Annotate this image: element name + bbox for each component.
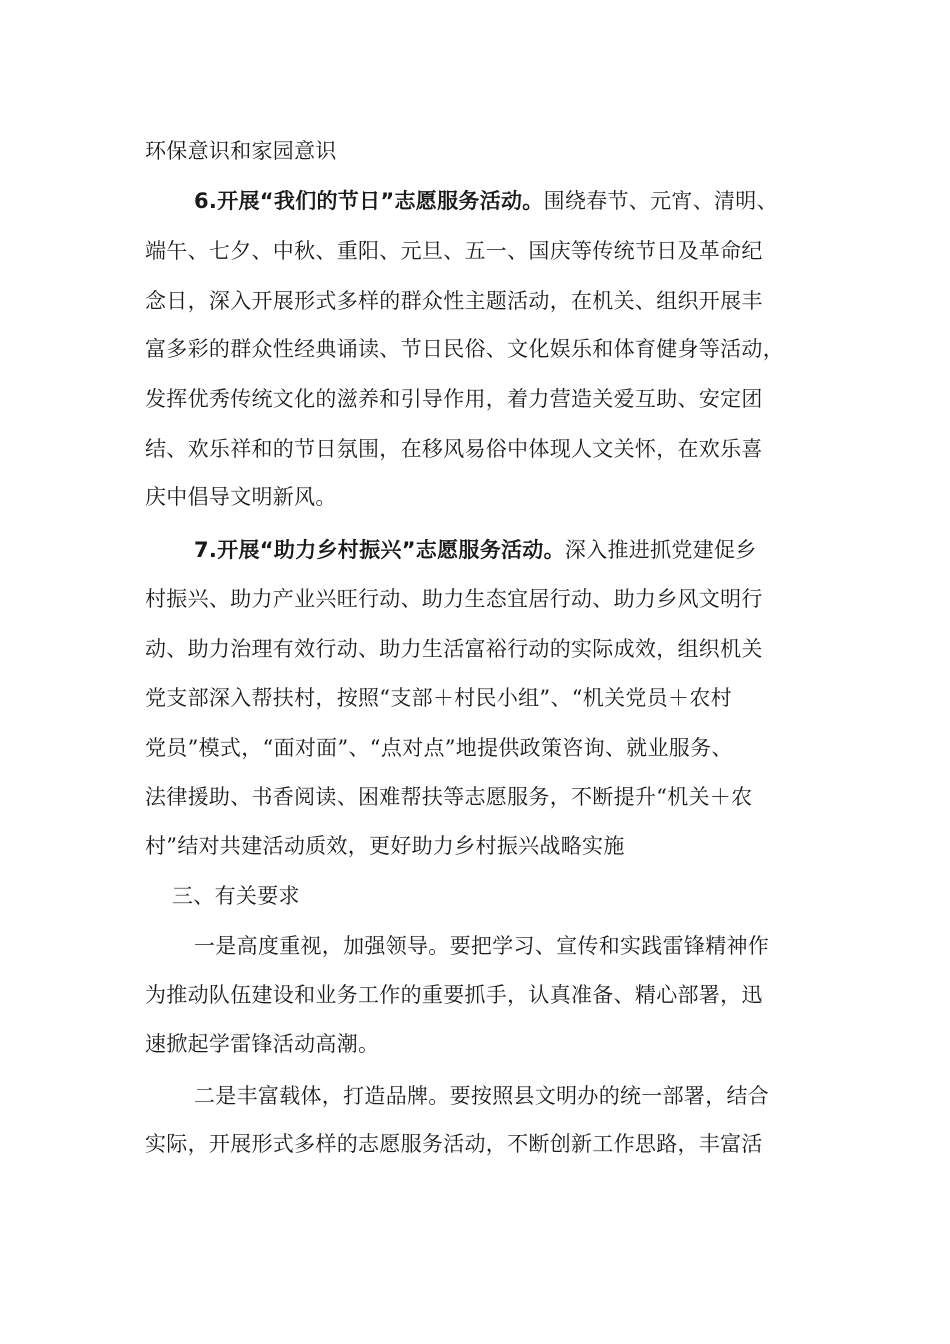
paragraph-line: 动、助力治理有效行动、助力生活富裕行动的实际成效，组织机关 — [145, 637, 763, 661]
paragraph-line: 党员”模式，“面对面”、“点对点”地提供政策咨询、就业服务、 — [145, 736, 733, 760]
paragraph-line: 党支部深入帮扶村，按照“支部＋村民小组”、“机关党员＋农村 — [145, 686, 732, 710]
heading-paragraph-7 — [194, 535, 757, 565]
paragraph-line: 念日，深入开展形式多样的群众性主题活动，在机关、组织开展丰 — [145, 289, 763, 313]
heading-7-bold: 7.开展“助力乡村振兴”志愿服务活动。 — [194, 538, 565, 562]
paragraph-line: 端午、七夕、中秋、重阳、元旦、五一、国庆等传统节日及革命纪 — [145, 239, 763, 263]
paragraph-line: 富多彩的群众性经典诵读、节日民俗、文化娱乐和体育健身等活动， — [145, 337, 784, 361]
section-heading: 三、有关要求 — [172, 884, 300, 908]
paragraph-line: 法律援助、书香阅读、困难帮扶等志愿服务，不断提升“机关＋农 — [145, 785, 753, 809]
paragraph-line: 环保意识和家园意识 — [145, 139, 337, 163]
paragraph-line: 实际，开展形式多样的志愿服务活动，不断创新工作思路，丰富活 — [145, 1132, 763, 1156]
paragraph-line: 速掀起学雷锋活动高潮。 — [145, 1032, 380, 1056]
heading-paragraph-6 — [194, 186, 778, 216]
paragraph-line: 庆中倡导文明新风。 — [145, 485, 337, 509]
paragraph-line: 一是高度重视，加强领导。要把学习、宣传和实践雷锋精神作 — [194, 934, 770, 958]
paragraph-line: 发挥优秀传统文化的滋养和引导作用，着力营造关爱互助、安定团 — [145, 387, 763, 411]
heading-6-bold: 6.开展“我们的节日”志愿服务活动。 — [194, 189, 544, 213]
paragraph-line: 结、欢乐祥和的节日氛围，在移风易俗中体现人文关怀，在欢乐喜 — [145, 437, 763, 461]
paragraph-line: 村振兴、助力产业兴旺行动、助力生态宜居行动、助力乡风文明行 — [145, 587, 763, 611]
paragraph-line: 为推动队伍建设和业务工作的重要抓手，认真准备、精心部署，迅 — [145, 983, 763, 1007]
paragraph-text: 深入推进抓党建促乡 — [564, 538, 757, 562]
paragraph-line: 村”结对共建活动质效，更好助力乡村振兴战略实施 — [145, 834, 625, 858]
paragraph-line: 二是丰富载体，打造品牌。要按照县文明办的统一部署，结合 — [194, 1084, 770, 1108]
paragraph-text: 围绕春节、元宵、清明、 — [543, 189, 778, 213]
